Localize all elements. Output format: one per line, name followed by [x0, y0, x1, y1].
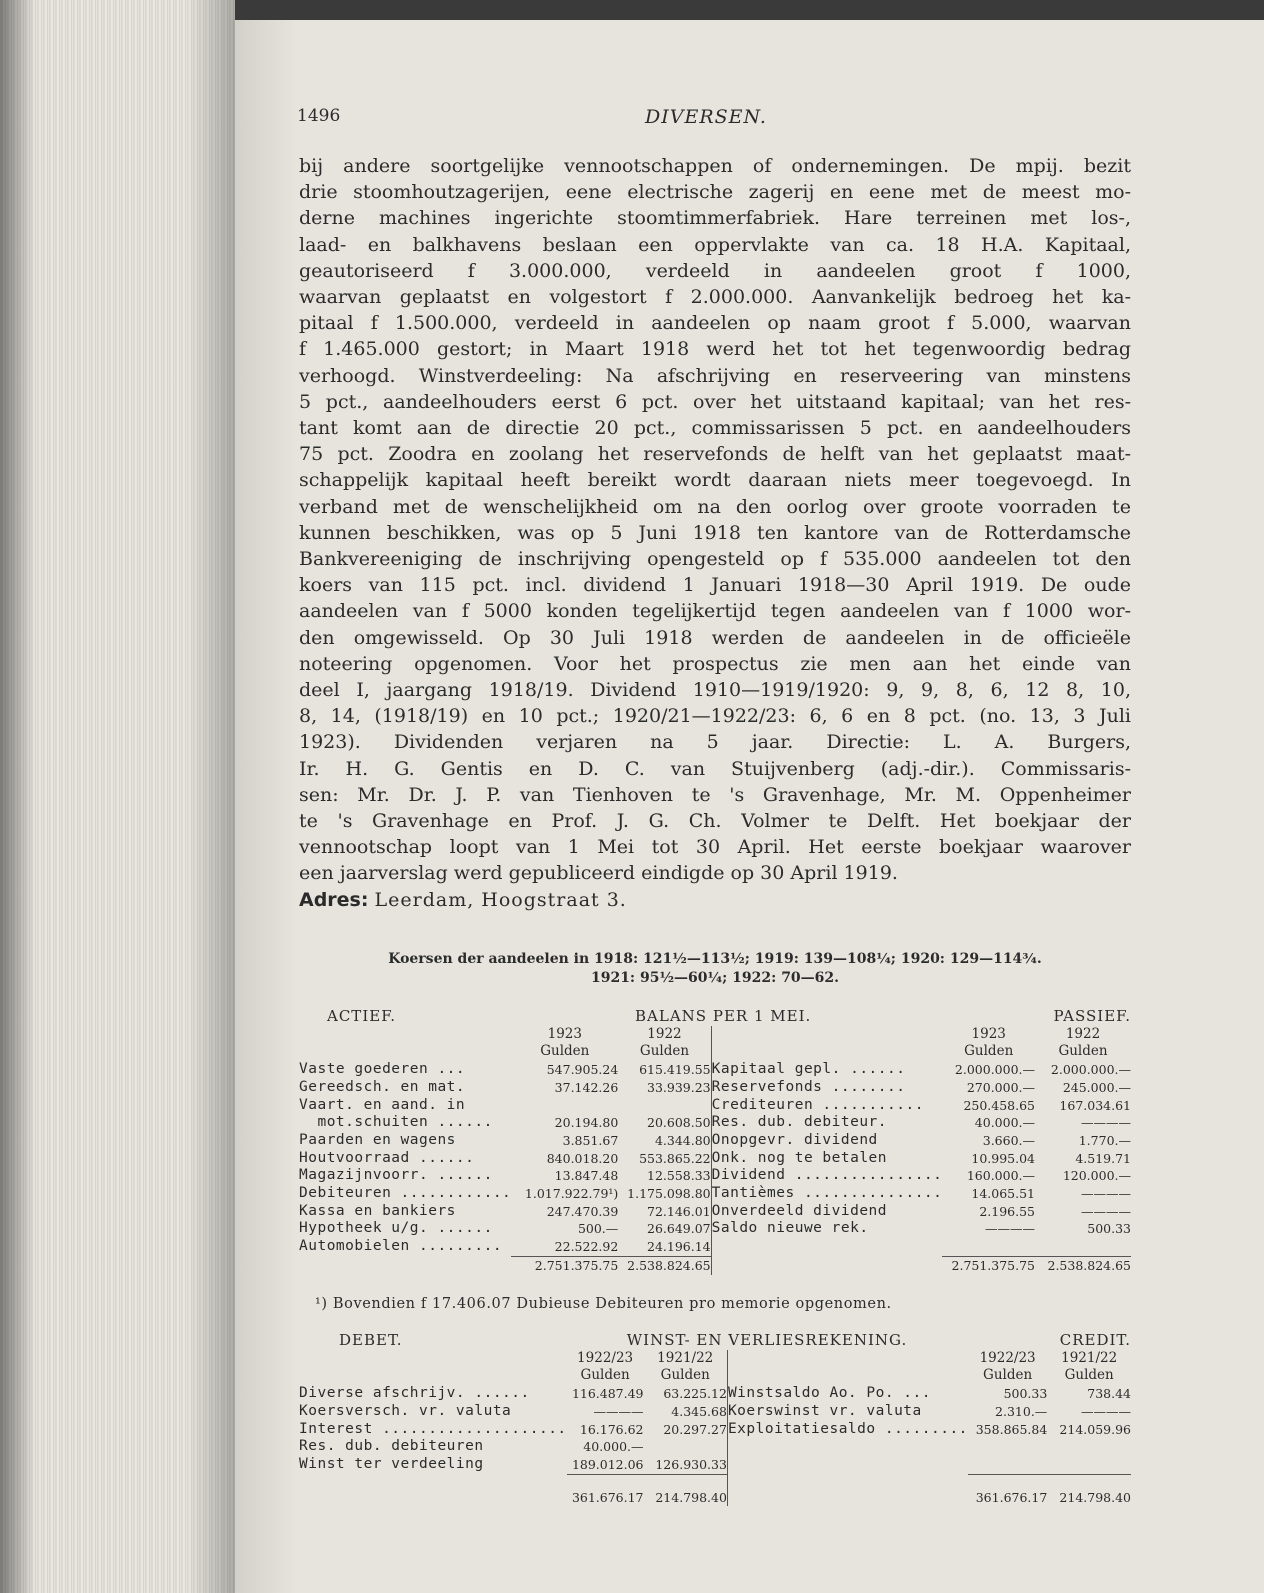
total-credit: 361.676.17 [968, 1474, 1047, 1506]
unit-header: Gulden [964, 1043, 1014, 1060]
row-value: 126.930.33 [644, 1456, 728, 1474]
profit-loss-account [299, 1332, 1131, 1506]
row-value: 500.33 [1087, 1221, 1131, 1237]
year-header: 1922 [618, 1026, 711, 1044]
row-label: Onk. nog te betalen [711, 1149, 888, 1166]
text-line: f 1.465.000 gestort; in Maart 1918 werd het tot het tegenwoordig bedrag [299, 338, 1131, 361]
table-row [299, 1438, 1131, 1456]
row-label: Hypotheek u/g. ...... [299, 1220, 493, 1237]
share-prices-line: Koersen der aandeelen in 1918: 121½—113½; 1919: 139—108¼; 1920: 129—114¾. [388, 951, 1042, 967]
text-line: verband met de wenschelijkheid om na den oorlog over groote voorraden te [299, 495, 1131, 518]
row-label: Vaart. en aand. in [299, 1096, 466, 1113]
text-line: sen: Mr. Dr. J. P. van Tienhoven te 's Gravenhage, Mr. M. Oppenheimer [299, 783, 1131, 806]
total-debet: 361.676.17 [567, 1474, 644, 1506]
unit-header: Gulden [580, 1367, 630, 1384]
share-prices-line: 1921: 95½—60¼; 1922: 70—62. [590, 970, 840, 986]
row-label: Onopgevr. dividend [711, 1131, 878, 1148]
row-value: 40.000.— [974, 1115, 1036, 1131]
balance-title: BALANS PER 1 MEI. [635, 1007, 812, 1025]
row-label: Winstsaldo Ao. Po. ... [727, 1385, 931, 1402]
address-label: Adres: [299, 888, 369, 911]
text-line: Bankvereeniging de inschrijving opengesteld op f 535.000 aandeelen tot den [299, 548, 1131, 571]
row-label: Exploitatiesaldo ......... [727, 1420, 968, 1437]
text-line: koers van 115 pct. incl. dividend 1 Januari 1918—30 April 1919. De oude [299, 574, 1131, 597]
unit-header: Gulden [618, 1043, 711, 1061]
row-value: 2.310.— [995, 1403, 1048, 1419]
row-value: 37.142.26 [554, 1079, 619, 1095]
text-line: noteering opgenomen. Voor het prospectus zie men aan het einde van [299, 652, 1131, 675]
row-label: Dividend ................ [711, 1167, 943, 1184]
company-description [299, 153, 1131, 913]
row-value: 500.33 [1003, 1386, 1048, 1402]
row-value: 33.939.23 [618, 1079, 711, 1097]
text-line: 5 pct., aandeelhouders eerst 6 pct. over het uitstaand kapitaal; van het res- [299, 390, 1131, 413]
row-value: ———— [1081, 1403, 1131, 1419]
row-value: 4.519.71 [1075, 1150, 1131, 1166]
row-value: 189.012.06 [571, 1456, 644, 1472]
row-label: Res. dub. debiteur. [711, 1114, 888, 1131]
row-value [644, 1438, 728, 1456]
pl-title: WINST- EN VERLIESREKENING. [626, 1331, 908, 1349]
row-value: 270.000.— [966, 1079, 1036, 1095]
total-passief: 2.751.375.75 [942, 1256, 1035, 1274]
share-prices [299, 950, 1131, 988]
row-label: Debiteuren ............ [299, 1185, 512, 1202]
total-actief: 2.751.375.75 [511, 1256, 618, 1274]
text-line: geautoriseerd f 3.000.000, verdeeld in aandeelen groot f 1000, [299, 259, 1131, 282]
text-line: derne machines ingerichte stoomtimmerfabriek. Hare terreinen met los-, [299, 207, 1131, 230]
row-label: Paarden en wagens [299, 1131, 456, 1148]
address-value: Leerdam, Hoogstraat 3. [374, 888, 627, 911]
row-value: 358.865.84 [975, 1421, 1048, 1437]
text-line: 75 pct. Zoodra en zoolang het reservefonds de helft van het geplaatst maat- [299, 443, 1131, 466]
row-value: 120.000.— [1062, 1168, 1131, 1184]
page-number: 1496 [297, 106, 341, 126]
table-row [299, 1203, 1131, 1221]
text-line: deel I, jaargang 1918/19. Dividend 1910—1919/1920: 9, 9, 8, 6, 12 8, 10, [299, 679, 1131, 702]
text-line: drie stoomhoutzagerijen, eene electrische zagerij en eene met de meest mo- [299, 181, 1131, 204]
table-row [299, 1079, 1131, 1097]
row-value: 1.017.922.79¹) [524, 1186, 619, 1202]
row-value: 167.034.61 [1059, 1097, 1131, 1113]
text-line: pitaal f 1.500.000, verdeeld in aandeelen op naam groot f 5.000, waarvan [299, 312, 1131, 335]
row-value [618, 1097, 711, 1115]
row-value: 24.196.14 [618, 1238, 711, 1256]
row-value: 2.000.000.— [954, 1062, 1036, 1078]
passief-heading: PASSIEF. [1053, 1007, 1131, 1025]
row-value: ———— [985, 1221, 1036, 1237]
text-line: tant komt aan de directie 20 pct., commissarissen 5 pct. en aandeelhouders [299, 417, 1131, 440]
row-label: Koerswinst vr. valuta [727, 1402, 922, 1419]
table-row [299, 1150, 1131, 1168]
text-line: kunnen beschikken, was op 5 Juni 1918 ten kantore van de Rotterdamsche [299, 521, 1131, 544]
unit-header: Gulden [644, 1367, 728, 1385]
book-page [235, 20, 1264, 1593]
balance-sheet [299, 1008, 1131, 1275]
text-line: Ir. H. G. Gentis en D. C. van Stuijvenberg (adj.-dir.). Commissaris- [299, 757, 1131, 780]
row-value: 1.770.— [1078, 1132, 1131, 1148]
row-value: ———— [1081, 1186, 1131, 1202]
total-credit: 214.798.40 [1047, 1474, 1131, 1506]
debet-heading: DEBET. [339, 1331, 403, 1349]
row-value [1035, 1238, 1131, 1256]
year-header: 1922/23 [577, 1349, 634, 1366]
row-label: Magazijnvoorr. ...... [299, 1167, 493, 1184]
row-label: Tantièmes ............... [711, 1185, 943, 1202]
row-value: 13.847.48 [554, 1168, 619, 1184]
table-row [299, 1114, 1131, 1132]
row-value [1047, 1456, 1131, 1474]
row-value [968, 1456, 1047, 1474]
row-value: 500.— [577, 1221, 619, 1237]
row-label: Saldo nieuwe rek. [711, 1220, 869, 1237]
row-label: Res. dub. debiteuren [299, 1438, 484, 1455]
row-value: ———— [1081, 1115, 1131, 1131]
total-actief: 2.538.824.65 [618, 1256, 711, 1274]
footnote: ¹) Bovendien f 17.406.07 Dubieuse Debiteuren pro memorie opgenomen. [315, 1296, 892, 1312]
address-line [299, 887, 1131, 913]
row-value: 840.018.20 [546, 1150, 619, 1166]
row-value [1047, 1438, 1131, 1456]
row-value: 12.558.33 [618, 1167, 711, 1185]
table-row [299, 1403, 1131, 1421]
table-row [299, 1238, 1131, 1256]
total-passief: 2.538.824.65 [1035, 1256, 1131, 1274]
row-value: 247.470.39 [546, 1203, 619, 1219]
table-row [299, 1097, 1131, 1115]
row-label: Automobielen ......... [299, 1238, 503, 1255]
table-row [299, 1185, 1131, 1203]
row-value: 214.059.96 [1059, 1421, 1131, 1437]
unit-header: Gulden [1058, 1043, 1108, 1060]
row-value: 3.660.— [982, 1132, 1036, 1148]
row-value: 14.065.51 [971, 1186, 1036, 1202]
text-line: waarvan geplaatst en volgestort f 2.000.000. Aanvankelijk bedroeg het ka- [299, 286, 1131, 309]
credit-heading: CREDIT. [1059, 1331, 1131, 1349]
text-line: verhoogd. Winstverdeeling: Na afschrijving en reserveering van minstens [299, 364, 1131, 387]
row-value: ———— [1081, 1203, 1131, 1219]
text-line: bij andere soortgelijke vennootschappen of ondernemingen. De mpij. bezit [299, 155, 1131, 177]
row-value: 160.000.— [966, 1168, 1036, 1184]
row-value [511, 1097, 618, 1115]
text-line: aandeelen van f 5000 konden tegelijkertijd tegen aandeelen van f 1000 wor- [299, 600, 1131, 623]
row-label: Winst ter verdeeling [299, 1455, 484, 1472]
running-head: DIVERSEN. [645, 106, 767, 128]
row-label: Kassa en bankiers [299, 1202, 456, 1219]
row-label [711, 1238, 942, 1256]
row-label: Houtvoorraad ...... [299, 1149, 475, 1166]
row-value: 116.487.49 [571, 1386, 644, 1402]
table-row [299, 1385, 1131, 1403]
year-header: 1921/22 [1061, 1349, 1118, 1366]
text-line: 1923). Dividenden verjaren na 5 jaar. Directie: L. A. Burgers, [299, 731, 1131, 754]
year-header: 1922/23 [979, 1349, 1036, 1366]
table-row [299, 1132, 1131, 1150]
actief-heading: ACTIEF. [327, 1007, 397, 1025]
year-header: 1923 [971, 1025, 1006, 1042]
row-value: 22.522.92 [554, 1239, 619, 1255]
row-value [968, 1438, 1047, 1456]
row-label: mot.schuiten ...... [299, 1114, 493, 1131]
row-label [727, 1438, 967, 1456]
book-page-edges [0, 0, 235, 1593]
row-label: Koersversch. vr. valuta [299, 1402, 512, 1419]
table-row [299, 1456, 1131, 1474]
row-value: 4.345.68 [644, 1403, 728, 1421]
text-line: te 's Gravenhage en Prof. J. G. Ch. Volmer te Delft. Het boekjaar der [299, 810, 1131, 833]
row-label [727, 1456, 967, 1474]
row-label: Kapitaal gepl. ...... [711, 1061, 906, 1078]
year-header: 1921/22 [644, 1350, 728, 1368]
row-value: 553.865.22 [618, 1150, 711, 1168]
row-value: 72.146.01 [618, 1203, 711, 1221]
row-value: 40.000.— [583, 1439, 644, 1455]
text-line: 8, 14, (1918/19) en 10 pct.; 1920/21—1922/23: 6, 6 en 8 pct. (no. 13, 3 Juli [299, 705, 1131, 728]
row-value: 245.000.— [1062, 1079, 1131, 1095]
text-line: een jaarverslag werd gepubliceerd eindigde op 30 April 1919. [299, 862, 898, 885]
row-label: Diverse afschrijv. ...... [299, 1385, 530, 1402]
total-debet: 214.798.40 [644, 1474, 728, 1506]
row-value: 3.851.67 [562, 1132, 619, 1148]
text-line: laad- en balkhavens beslaan een oppervlakte van ca. 18 H.A. Kapitaal, [299, 233, 1131, 256]
row-value: 547.905.24 [546, 1062, 619, 1078]
row-label: Interest .................... [299, 1420, 567, 1437]
table-row [299, 1220, 1131, 1238]
text-line: schappelijk kapitaal heeft bereikt wordt daaraan niets meer toegevoegd. In [299, 469, 1131, 492]
row-value: 20.194.80 [554, 1115, 619, 1131]
row-label: Gereedsch. en mat. [299, 1078, 466, 1095]
row-value: ———— [593, 1403, 644, 1419]
unit-header: Gulden [983, 1367, 1033, 1384]
row-label: Onverdeeld dividend [711, 1202, 888, 1219]
unit-header: Gulden [540, 1043, 590, 1060]
row-value: 1.175.098.80 [618, 1185, 711, 1203]
row-value: 2.000.000.— [1050, 1062, 1131, 1078]
row-value [942, 1238, 1035, 1256]
table-row [299, 1167, 1131, 1185]
text-line: den omgewisseld. Op 30 Juli 1918 werden de aandeelen in de officieële [299, 626, 1131, 649]
row-value: 20.608.50 [618, 1114, 711, 1132]
unit-header: Gulden [1064, 1367, 1114, 1384]
row-value: 20.297.27 [644, 1421, 728, 1439]
table-row [299, 1061, 1131, 1079]
row-value: 738.44 [1087, 1386, 1131, 1402]
row-value: 2.196.55 [979, 1203, 1036, 1219]
row-value: 4.344.80 [618, 1132, 711, 1150]
row-value: 26.649.07 [618, 1220, 711, 1238]
year-header: 1923 [547, 1025, 582, 1042]
row-label: Reservefonds ........ [711, 1078, 906, 1095]
row-label: Crediteuren ........... [711, 1096, 924, 1113]
row-value: 615.419.55 [618, 1061, 711, 1079]
row-value: 10.995.04 [971, 1150, 1036, 1166]
row-value: 63.225.12 [644, 1385, 728, 1403]
year-header: 1922 [1065, 1025, 1101, 1042]
row-value: 16.176.62 [579, 1421, 644, 1437]
text-line: vennootschap loopt van 1 Mei tot 30 April. Het eerste boekjaar waarover [299, 836, 1131, 859]
table-row [299, 1421, 1131, 1439]
row-label: Vaste goederen ... [299, 1061, 466, 1078]
row-value: 250.458.65 [963, 1097, 1036, 1113]
